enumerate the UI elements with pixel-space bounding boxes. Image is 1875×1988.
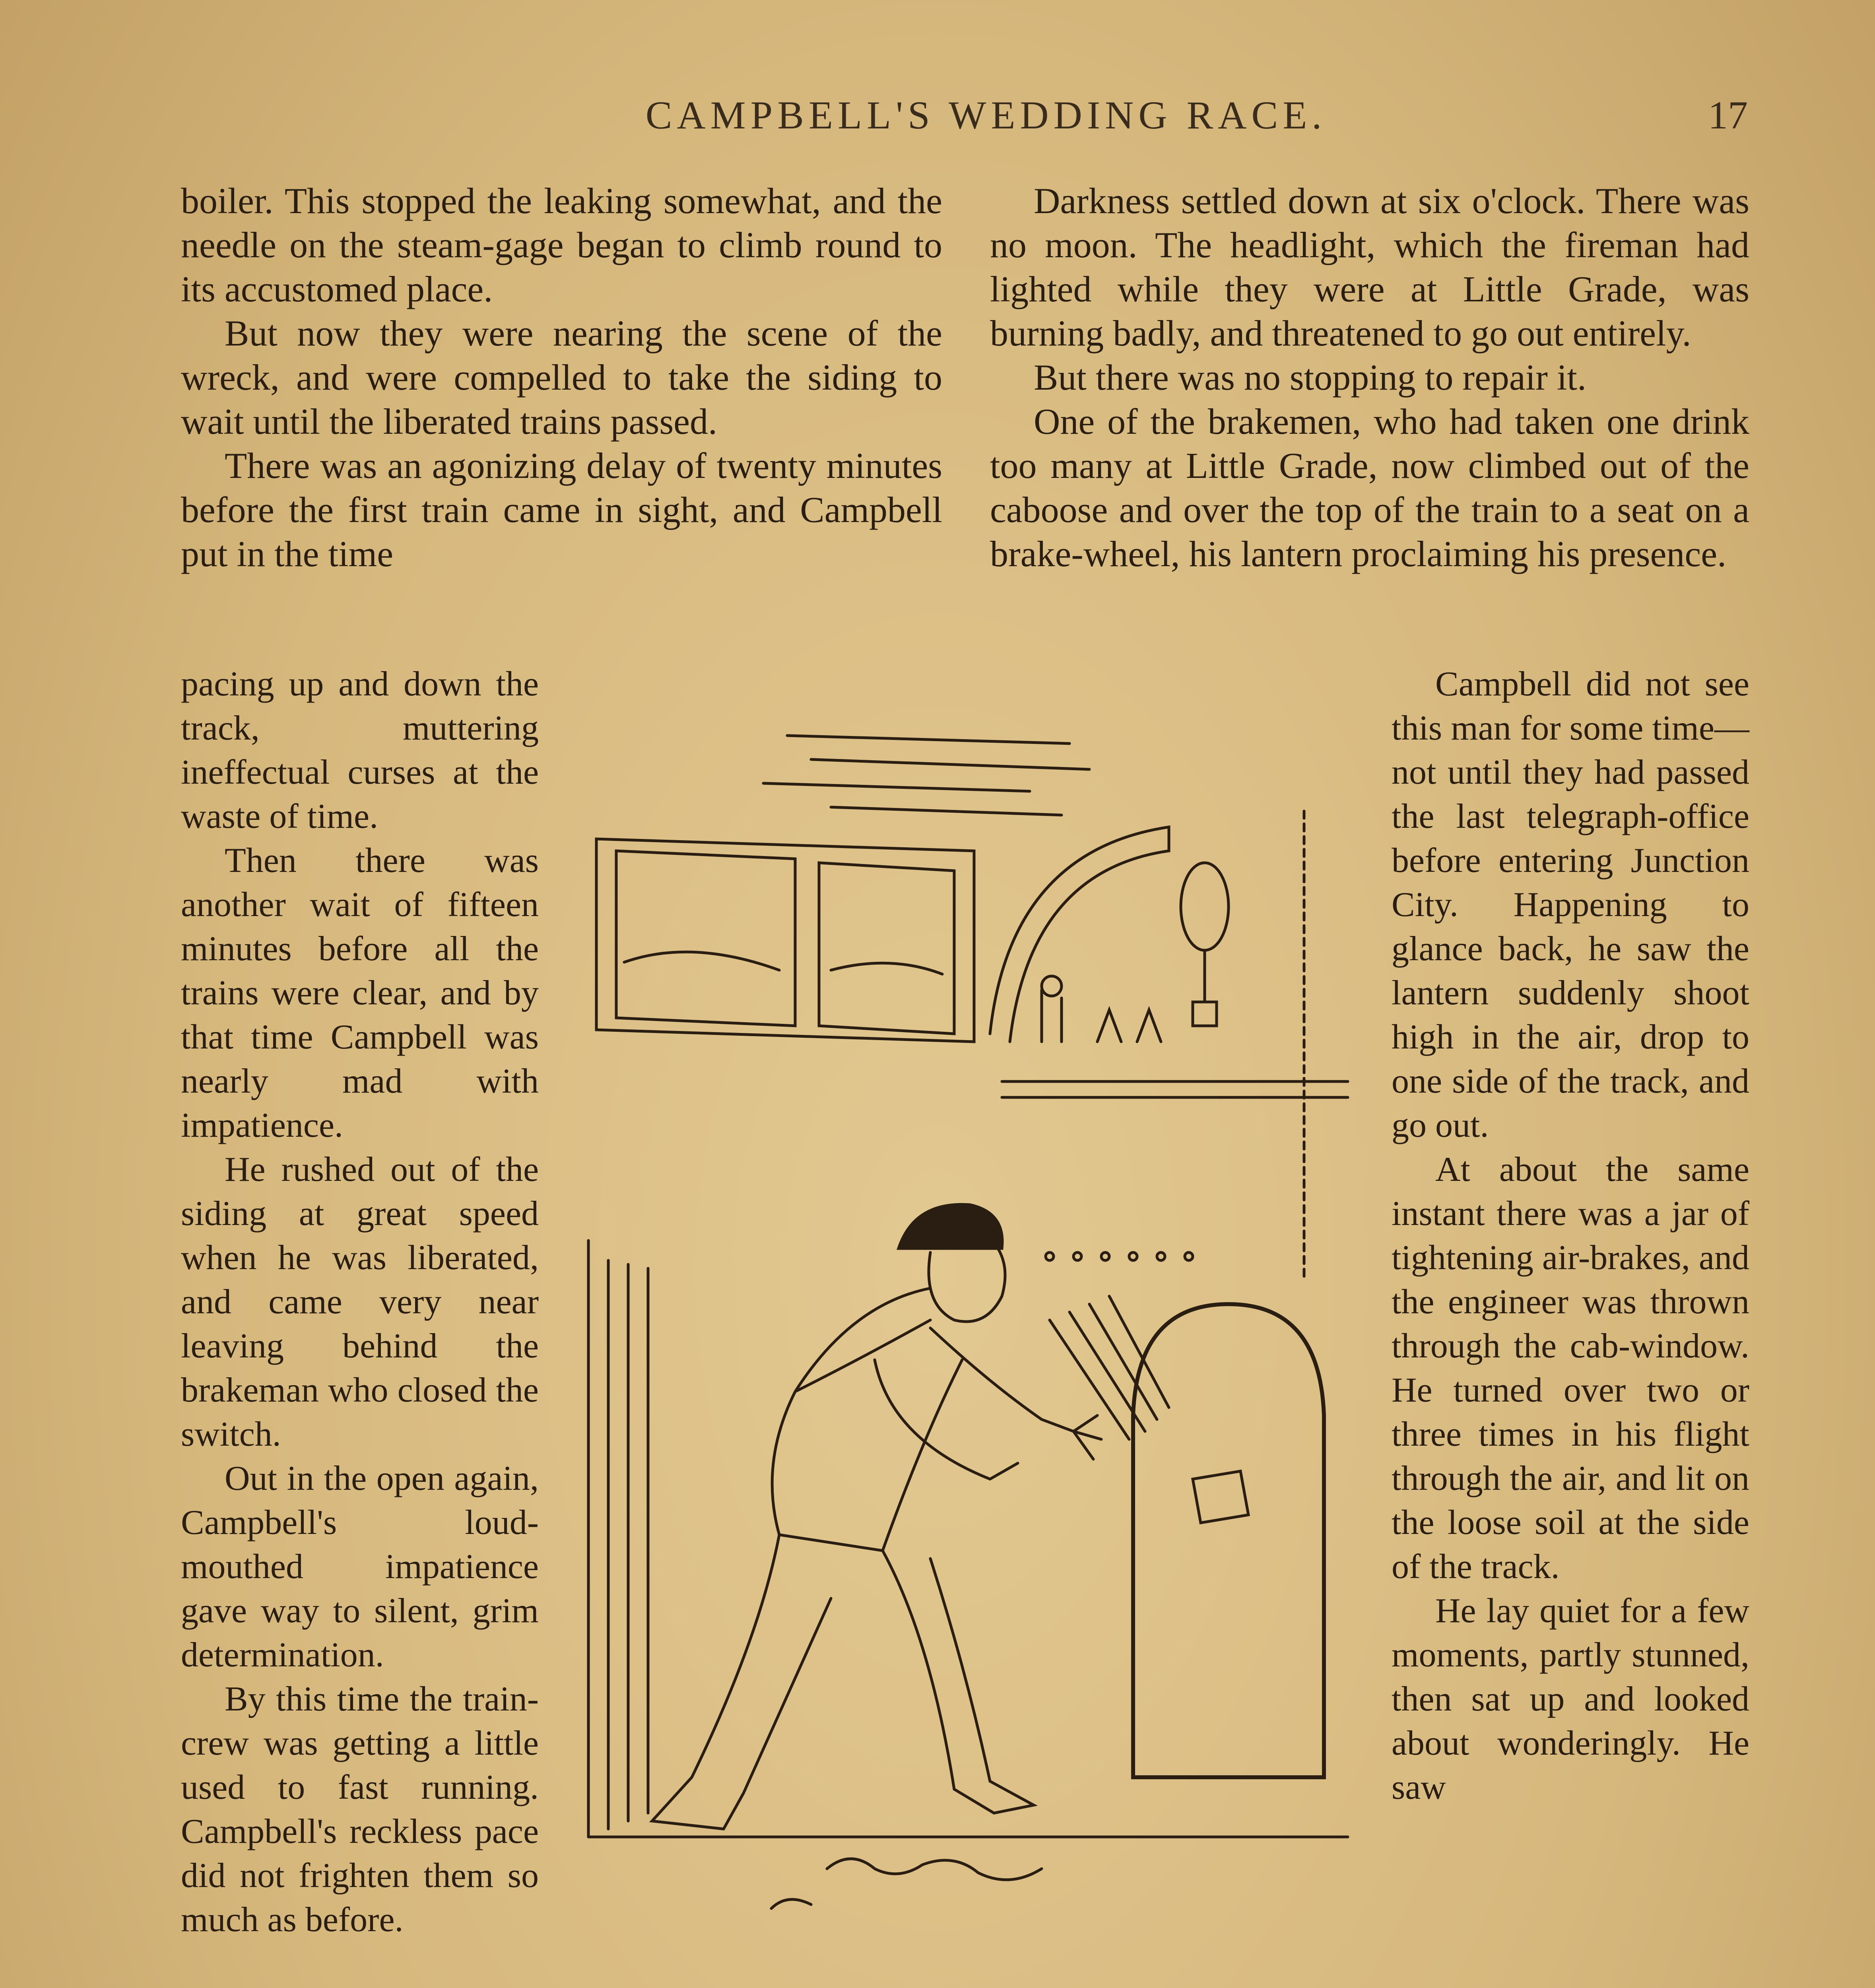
paragraph: One of the brakemen, who had taken one drink too many at Little Grade, now climbed out of the caboose and over the top of the train to a seat on a brake-wheel, his lantern proclaiming his presence. — [990, 401, 1749, 574]
paragraph: He rushed out of the siding at great speed when he was liberated, and came very near leaving behind the brakeman who closed the switch. — [181, 1150, 539, 1454]
left-column-middle — [181, 662, 539, 1942]
paragraph: boiler. This stopped the leaking somewhat, and the needle on the steam-gage began to climb round to its accustomed place. — [181, 181, 942, 309]
running-title: CAMPBELL'S WEDDING RACE. — [645, 93, 1327, 137]
paragraph: Darkness settled down at six o'clock. There was no moon. The headlight, which the fireman had lighted while they were at Little Grade, was burning badly, and threatened to go out entirely. — [990, 181, 1749, 353]
engineer-illustration — [573, 684, 1360, 1976]
paragraph: He lay quiet for a few moments, partly stunned, then sat up and looked about wonderingly. He saw — [1392, 1592, 1749, 1807]
left-column-top — [181, 179, 942, 576]
paragraph: pacing up and down the track, muttering ineffectual curses at the waste of time. — [181, 665, 539, 836]
paragraph: But there was no stopping to repair it. — [1034, 357, 1586, 398]
paragraph: At about the same instant there was a jar of tightening air-brakes, and the engineer was thrown through the cab-window. He turned over two or three times in his flight through the air, and lit on the loose soil at the side of the track. — [1392, 1150, 1749, 1586]
page-number: 17 — [1708, 93, 1748, 137]
right-column-middle — [1392, 662, 1749, 1809]
paragraph: There was an agonizing delay of twenty minutes before the first train came in sight, and Campbell put in the time — [181, 445, 942, 574]
paragraph: Campbell did not see this man for some time—not until they had passed the last telegraph-office before entering Junction City. Happening to glance back, he saw the lantern suddenly shoot high in the air, drop to one side of the track, and go out. — [1392, 665, 1749, 1145]
paragraph: But now they were nearing the scene of the wreck, and were compelled to take the siding to wait until the liberated trains passed. — [181, 313, 942, 442]
paragraph: Out in the open again, Campbell's loud-mouthed impatience gave way to silent, grim determination. — [181, 1459, 539, 1674]
right-column-top — [990, 179, 1749, 576]
paragraph: By this time the train-crew was getting a little used to fast running. Campbell's reckless pace did not frighten them so much as before. — [181, 1680, 539, 1939]
paragraph: Then there was another wait of fifteen minutes before all the trains were clear, and by that time Campbell was nearly mad with impatience. — [181, 841, 539, 1145]
